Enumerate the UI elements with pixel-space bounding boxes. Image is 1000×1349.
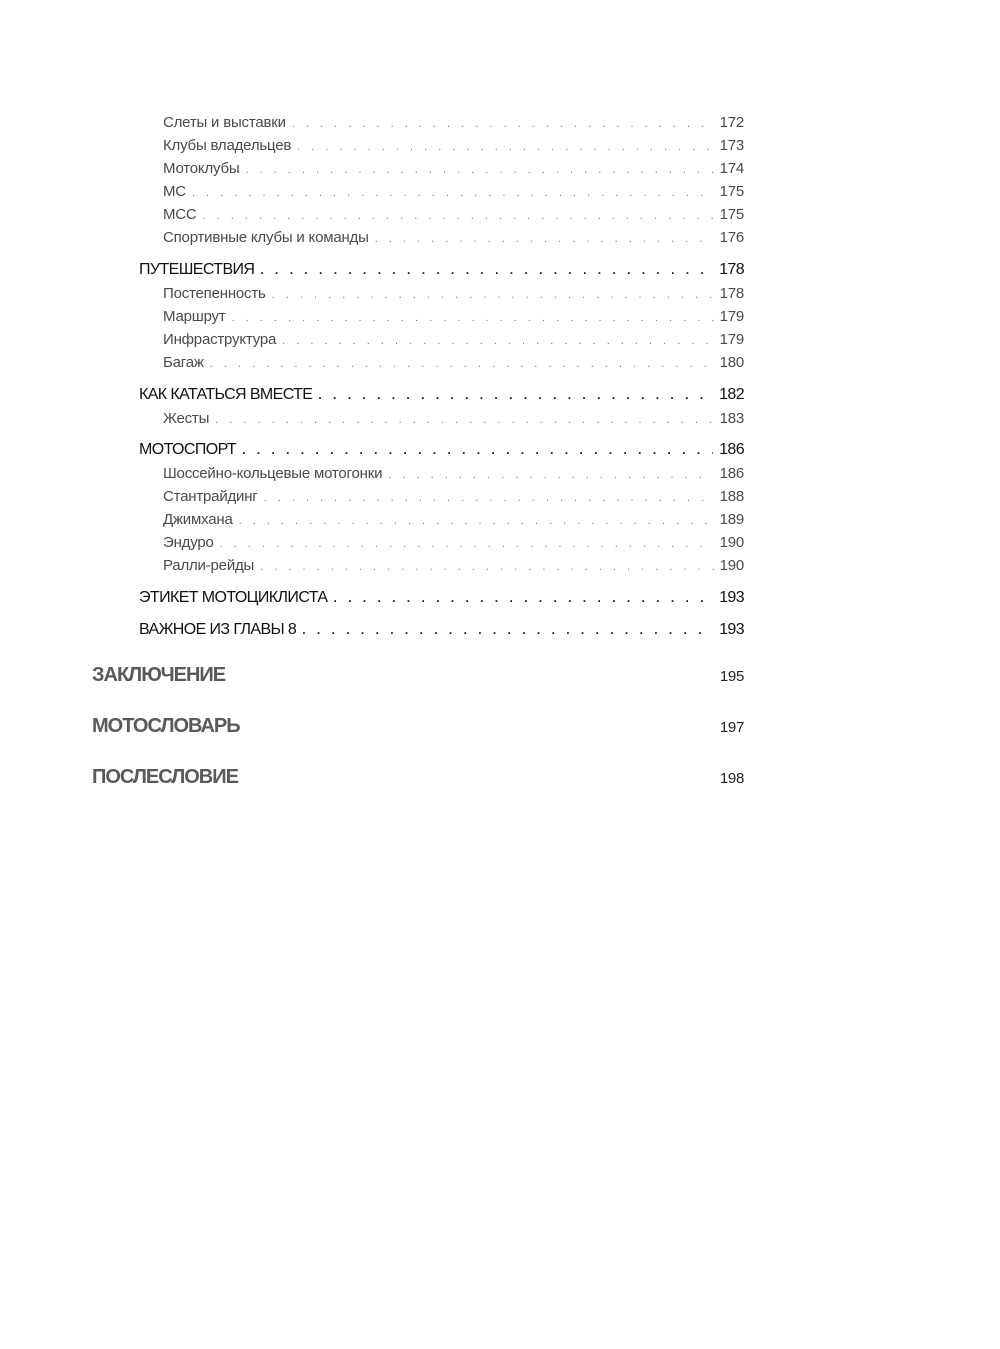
toc-entry-page: 172 bbox=[719, 114, 744, 131]
toc-entry bbox=[163, 331, 744, 348]
toc-entry-label: Жесты bbox=[163, 410, 210, 427]
toc-leader-dots bbox=[375, 233, 714, 245]
toc-entry-label: Клубы владельцев bbox=[163, 137, 292, 154]
toc-entry-page: 175 bbox=[719, 183, 744, 200]
toc-leader-dots bbox=[215, 414, 713, 426]
toc-chapter bbox=[92, 664, 744, 687]
toc-entry bbox=[163, 137, 744, 154]
toc-leader-dots bbox=[242, 443, 713, 457]
toc-leader-dots bbox=[388, 469, 713, 481]
toc-entry-page: 190 bbox=[719, 557, 744, 574]
toc-entry-label: Эндуро bbox=[163, 534, 214, 551]
toc-entry bbox=[163, 354, 744, 371]
toc-section-page: 182 bbox=[719, 386, 744, 403]
toc-leader-dots bbox=[210, 358, 714, 370]
toc-entry-page: 179 bbox=[719, 331, 744, 348]
toc-entry-label: МС bbox=[163, 183, 186, 200]
toc-entry bbox=[163, 114, 744, 131]
toc-section-label: ПУТЕШЕСТВИЯ bbox=[139, 261, 255, 278]
toc-entry-page: 186 bbox=[719, 465, 744, 482]
toc-entry bbox=[163, 160, 744, 177]
toc-entry bbox=[163, 285, 744, 302]
toc-entry bbox=[163, 308, 744, 325]
toc-entry-page: 173 bbox=[719, 137, 744, 154]
toc-entry bbox=[163, 488, 744, 505]
toc-leader-dots bbox=[282, 335, 713, 347]
toc-entry bbox=[163, 229, 744, 246]
toc-entry bbox=[163, 183, 744, 200]
toc-entry bbox=[163, 557, 744, 574]
toc-section-label: ВАЖНОЕ ИЗ ГЛАВЫ 8 bbox=[139, 621, 297, 638]
toc-leader-dots bbox=[232, 312, 714, 324]
toc-section-label: КАК КАТАТЬСЯ ВМЕСТЕ bbox=[139, 386, 313, 403]
toc-entry-label: Спортивные клубы и команды bbox=[163, 229, 369, 246]
toc-chapter-page: 197 bbox=[719, 719, 744, 736]
toc-leader-dots bbox=[260, 263, 713, 277]
toc-leader-dots bbox=[264, 492, 714, 504]
toc-entry-page: 178 bbox=[719, 285, 744, 302]
toc-entry bbox=[163, 465, 744, 482]
toc-entry-page: 180 bbox=[719, 354, 744, 371]
toc-leader-dots bbox=[220, 538, 714, 550]
toc-section-page: 186 bbox=[719, 441, 744, 458]
toc-entry bbox=[163, 206, 744, 223]
toc-leader-dots bbox=[292, 118, 714, 130]
toc-entry-label: Багаж bbox=[163, 354, 204, 371]
toc-section bbox=[139, 386, 744, 404]
toc-chapter-label: МОТОСЛОВАРЬ bbox=[92, 715, 240, 737]
toc-chapter-page: 198 bbox=[719, 770, 744, 787]
toc-section bbox=[139, 441, 744, 459]
toc-entry-label: МСС bbox=[163, 206, 197, 223]
toc-leader-dots bbox=[318, 388, 713, 402]
toc-chapter bbox=[92, 715, 744, 738]
toc-entry-label: Маршрут bbox=[163, 308, 226, 325]
toc-entry-page: 179 bbox=[719, 308, 744, 325]
toc-entry-page: 176 bbox=[719, 229, 744, 246]
toc-section bbox=[139, 261, 744, 279]
toc-entry bbox=[163, 410, 744, 427]
toc-section-page: 193 bbox=[719, 589, 744, 606]
toc-entry-page: 190 bbox=[719, 534, 744, 551]
toc-section-label: ЭТИКЕТ МОТОЦИКЛИСТА bbox=[139, 589, 328, 606]
toc-leader-dots bbox=[192, 187, 714, 199]
toc-leader-dots bbox=[302, 623, 713, 637]
toc-entry-label: Стантрайдинг bbox=[163, 488, 258, 505]
toc-entry-label: Джимхана bbox=[163, 511, 233, 528]
toc-leader-dots bbox=[203, 210, 714, 222]
toc-entry-page: 188 bbox=[719, 488, 744, 505]
toc-entry bbox=[163, 534, 744, 551]
toc-section bbox=[139, 621, 744, 639]
toc-chapter-label: ПОСЛЕСЛОВИЕ bbox=[92, 766, 238, 788]
toc-section-page: 193 bbox=[719, 621, 744, 638]
toc-entry-label: Слеты и выставки bbox=[163, 114, 286, 131]
toc-entry bbox=[163, 511, 744, 528]
toc-section bbox=[139, 589, 744, 607]
toc-entry-label: Инфраструктура bbox=[163, 331, 277, 348]
toc-entry-label: Постепенность bbox=[163, 285, 266, 302]
toc-leader-dots bbox=[239, 515, 714, 527]
toc-leader-dots bbox=[297, 141, 713, 153]
toc-chapter-page: 195 bbox=[719, 668, 744, 685]
toc-entry-label: Шоссейно-кольцевые мотогонки bbox=[163, 465, 383, 482]
toc-entry-page: 174 bbox=[719, 160, 744, 177]
toc-entry-label: Ралли-рейды bbox=[163, 557, 255, 574]
toc-section-label: МОТОСПОРТ bbox=[139, 441, 237, 458]
toc-leader-dots bbox=[333, 591, 713, 605]
toc-leader-dots bbox=[245, 164, 713, 176]
toc-section-page: 178 bbox=[719, 261, 744, 278]
toc-entry-page: 175 bbox=[719, 206, 744, 223]
toc-leader-dots bbox=[272, 289, 714, 301]
toc-chapter bbox=[92, 766, 744, 789]
toc-entry-page: 189 bbox=[719, 511, 744, 528]
toc-chapter-label: ЗАКЛЮЧЕНИЕ bbox=[92, 664, 226, 686]
toc-entry-page: 183 bbox=[719, 410, 744, 427]
toc-leader-dots bbox=[260, 561, 713, 573]
toc-entry-label: Мотоклубы bbox=[163, 160, 240, 177]
